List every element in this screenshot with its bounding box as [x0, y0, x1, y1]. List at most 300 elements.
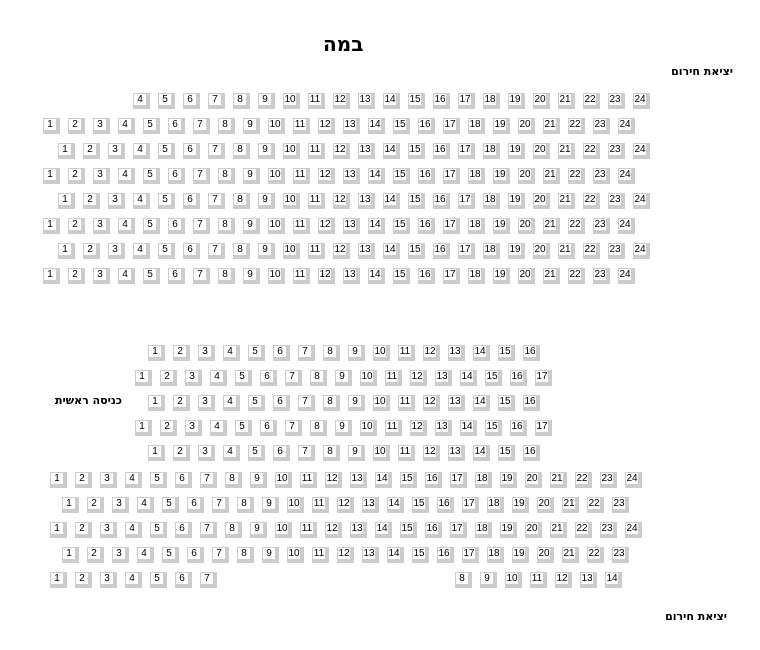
seat-row16-num6[interactable]: 6 — [175, 522, 192, 538]
seat-row15-num17[interactable]: 17 — [462, 497, 479, 513]
seat-row6-num21[interactable]: 21 — [543, 218, 560, 234]
seat-row15-num13[interactable]: 13 — [362, 497, 379, 513]
seat-row6-num2[interactable]: 2 — [68, 218, 85, 234]
seat-row1-num15[interactable]: 15 — [408, 93, 425, 109]
seat-row11-num9[interactable]: 9 — [348, 395, 365, 411]
seat-row13-num10[interactable]: 10 — [373, 445, 390, 461]
seat-row8-num20[interactable]: 20 — [518, 268, 535, 284]
seat-row5-num24[interactable]: 24 — [633, 193, 650, 209]
seat-row1-num7[interactable]: 7 — [208, 93, 225, 109]
seat-row3-num13[interactable]: 13 — [358, 143, 375, 159]
seat-row8-num19[interactable]: 19 — [493, 268, 510, 284]
seat-row2-num9[interactable]: 9 — [243, 118, 260, 134]
seat-row17-num9[interactable]: 9 — [262, 547, 279, 563]
seat-row11-num13[interactable]: 13 — [448, 395, 465, 411]
seat-row2-num24[interactable]: 24 — [618, 118, 635, 134]
seat-row4-num17[interactable]: 17 — [443, 168, 460, 184]
seat-row1-num11[interactable]: 11 — [308, 93, 325, 109]
seat-row10-num2[interactable]: 2 — [160, 370, 177, 386]
seat-row7-num6[interactable]: 6 — [183, 243, 200, 259]
seat-row15-num18[interactable]: 18 — [487, 497, 504, 513]
seat-row16-num16[interactable]: 16 — [425, 522, 442, 538]
seat-row13-num1[interactable]: 1 — [148, 445, 165, 461]
seat-row15-num4[interactable]: 4 — [137, 497, 154, 513]
seat-row7-num18[interactable]: 18 — [483, 243, 500, 259]
seat-row4-num6[interactable]: 6 — [168, 168, 185, 184]
seat-row14-num20[interactable]: 20 — [525, 472, 542, 488]
seat-row4-num8[interactable]: 8 — [218, 168, 235, 184]
seat-row1-num4[interactable]: 4 — [133, 93, 150, 109]
seat-row12-num5[interactable]: 5 — [235, 420, 252, 436]
seat-row8-num13[interactable]: 13 — [343, 268, 360, 284]
seat-row11-num8[interactable]: 8 — [323, 395, 340, 411]
seat-row15-num21[interactable]: 21 — [562, 497, 579, 513]
seat-row17-num2[interactable]: 2 — [87, 547, 104, 563]
seat-row15-num22[interactable]: 22 — [587, 497, 604, 513]
seat-row1-num12[interactable]: 12 — [333, 93, 350, 109]
seat-row3-num11[interactable]: 11 — [308, 143, 325, 159]
seat-row3-num1[interactable]: 1 — [58, 143, 75, 159]
seat-row6-num6[interactable]: 6 — [168, 218, 185, 234]
seat-row13-num11[interactable]: 11 — [398, 445, 415, 461]
seat-row6-num20[interactable]: 20 — [518, 218, 535, 234]
seat-row5-num21[interactable]: 21 — [558, 193, 575, 209]
seat-row3-num22[interactable]: 22 — [583, 143, 600, 159]
seat-row6-num11[interactable]: 11 — [293, 218, 310, 234]
seat-row10-num3[interactable]: 3 — [185, 370, 202, 386]
seat-row2-num21[interactable]: 21 — [543, 118, 560, 134]
seat-row12-num15[interactable]: 15 — [485, 420, 502, 436]
seat-row17-num22[interactable]: 22 — [587, 547, 604, 563]
seat-row14-num24[interactable]: 24 — [625, 472, 642, 488]
seat-row14-num15[interactable]: 15 — [400, 472, 417, 488]
seat-row15-num7[interactable]: 7 — [212, 497, 229, 513]
seat-row15-num23[interactable]: 23 — [612, 497, 629, 513]
seat-row3-num17[interactable]: 17 — [458, 143, 475, 159]
seat-row15-num15[interactable]: 15 — [412, 497, 429, 513]
seat-row7-num16[interactable]: 16 — [433, 243, 450, 259]
seat-row7-num23[interactable]: 23 — [608, 243, 625, 259]
seat-row13-num13[interactable]: 13 — [448, 445, 465, 461]
seat-row17-num5[interactable]: 5 — [162, 547, 179, 563]
seat-row7-num13[interactable]: 13 — [358, 243, 375, 259]
seat-row4-num9[interactable]: 9 — [243, 168, 260, 184]
seat-row18-num6[interactable]: 6 — [175, 572, 192, 588]
seat-row14-num5[interactable]: 5 — [150, 472, 167, 488]
seat-row16-num20[interactable]: 20 — [525, 522, 542, 538]
seat-row8-num21[interactable]: 21 — [543, 268, 560, 284]
seat-row14-num11[interactable]: 11 — [300, 472, 317, 488]
seat-row9-num9[interactable]: 9 — [348, 345, 365, 361]
seat-row4-num1[interactable]: 1 — [43, 168, 60, 184]
seat-row9-num16[interactable]: 16 — [523, 345, 540, 361]
seat-row6-num23[interactable]: 23 — [593, 218, 610, 234]
seat-row4-num22[interactable]: 22 — [568, 168, 585, 184]
seat-row4-num12[interactable]: 12 — [318, 168, 335, 184]
seat-row17-num3[interactable]: 3 — [112, 547, 129, 563]
seat-row5-num20[interactable]: 20 — [533, 193, 550, 209]
seat-row10-num1[interactable]: 1 — [135, 370, 152, 386]
seat-row11-num2[interactable]: 2 — [173, 395, 190, 411]
seat-row5-num7[interactable]: 7 — [208, 193, 225, 209]
seat-row2-num1[interactable]: 1 — [43, 118, 60, 134]
seat-row3-num18[interactable]: 18 — [483, 143, 500, 159]
seat-row16-num24[interactable]: 24 — [625, 522, 642, 538]
seat-row9-num11[interactable]: 11 — [398, 345, 415, 361]
seat-row17-num19[interactable]: 19 — [512, 547, 529, 563]
seat-row5-num8[interactable]: 8 — [233, 193, 250, 209]
seat-row10-num17[interactable]: 17 — [535, 370, 552, 386]
seat-row3-num10[interactable]: 10 — [283, 143, 300, 159]
seat-row17-num1[interactable]: 1 — [62, 547, 79, 563]
seat-row12-num14[interactable]: 14 — [460, 420, 477, 436]
seat-row13-num5[interactable]: 5 — [248, 445, 265, 461]
seat-row2-num12[interactable]: 12 — [318, 118, 335, 134]
seat-row14-num14[interactable]: 14 — [375, 472, 392, 488]
seat-row5-num2[interactable]: 2 — [83, 193, 100, 209]
seat-row15-num3[interactable]: 3 — [112, 497, 129, 513]
seat-row6-num14[interactable]: 14 — [368, 218, 385, 234]
seat-row10-num15[interactable]: 15 — [485, 370, 502, 386]
seat-row15-num2[interactable]: 2 — [87, 497, 104, 513]
seat-row8-num3[interactable]: 3 — [93, 268, 110, 284]
seat-row14-num6[interactable]: 6 — [175, 472, 192, 488]
seat-row14-num9[interactable]: 9 — [250, 472, 267, 488]
seat-row16-num21[interactable]: 21 — [550, 522, 567, 538]
seat-row8-num14[interactable]: 14 — [368, 268, 385, 284]
seat-row5-num15[interactable]: 15 — [408, 193, 425, 209]
seat-row7-num1[interactable]: 1 — [58, 243, 75, 259]
seat-row8-num11[interactable]: 11 — [293, 268, 310, 284]
seat-row2-num22[interactable]: 22 — [568, 118, 585, 134]
seat-row16-num22[interactable]: 22 — [575, 522, 592, 538]
seat-row2-num15[interactable]: 15 — [393, 118, 410, 134]
seat-row11-num10[interactable]: 10 — [373, 395, 390, 411]
seat-row4-num24[interactable]: 24 — [618, 168, 635, 184]
seat-row3-num6[interactable]: 6 — [183, 143, 200, 159]
seat-row11-num11[interactable]: 11 — [398, 395, 415, 411]
seat-row16-num7[interactable]: 7 — [200, 522, 217, 538]
seat-row19-num10[interactable]: 10 — [505, 572, 522, 588]
seat-row4-num23[interactable]: 23 — [593, 168, 610, 184]
seat-row4-num14[interactable]: 14 — [368, 168, 385, 184]
seat-row9-num5[interactable]: 5 — [248, 345, 265, 361]
seat-row12-num4[interactable]: 4 — [210, 420, 227, 436]
seat-row12-num13[interactable]: 13 — [435, 420, 452, 436]
seat-row3-num15[interactable]: 15 — [408, 143, 425, 159]
seat-row1-num6[interactable]: 6 — [183, 93, 200, 109]
seat-row16-num10[interactable]: 10 — [275, 522, 292, 538]
seat-row4-num5[interactable]: 5 — [143, 168, 160, 184]
seat-row8-num22[interactable]: 22 — [568, 268, 585, 284]
seat-row4-num7[interactable]: 7 — [193, 168, 210, 184]
seat-row15-num14[interactable]: 14 — [387, 497, 404, 513]
seat-row16-num14[interactable]: 14 — [375, 522, 392, 538]
seat-row10-num16[interactable]: 16 — [510, 370, 527, 386]
seat-row16-num18[interactable]: 18 — [475, 522, 492, 538]
seat-row9-num4[interactable]: 4 — [223, 345, 240, 361]
seat-row2-num17[interactable]: 17 — [443, 118, 460, 134]
seat-row1-num13[interactable]: 13 — [358, 93, 375, 109]
seat-row17-num8[interactable]: 8 — [237, 547, 254, 563]
seat-row6-num8[interactable]: 8 — [218, 218, 235, 234]
seat-row8-num23[interactable]: 23 — [593, 268, 610, 284]
seat-row7-num21[interactable]: 21 — [558, 243, 575, 259]
seat-row7-num12[interactable]: 12 — [333, 243, 350, 259]
seat-row10-num14[interactable]: 14 — [460, 370, 477, 386]
seat-row7-num17[interactable]: 17 — [458, 243, 475, 259]
seat-row18-num1[interactable]: 1 — [50, 572, 67, 588]
seat-row1-num19[interactable]: 19 — [508, 93, 525, 109]
seat-row19-num11[interactable]: 11 — [530, 572, 547, 588]
seat-row10-num12[interactable]: 12 — [410, 370, 427, 386]
seat-row17-num12[interactable]: 12 — [337, 547, 354, 563]
seat-row12-num16[interactable]: 16 — [510, 420, 527, 436]
seat-row9-num7[interactable]: 7 — [298, 345, 315, 361]
seat-row15-num11[interactable]: 11 — [312, 497, 329, 513]
seat-row4-num21[interactable]: 21 — [543, 168, 560, 184]
seat-row3-num14[interactable]: 14 — [383, 143, 400, 159]
seat-row13-num7[interactable]: 7 — [298, 445, 315, 461]
seat-row16-num1[interactable]: 1 — [50, 522, 67, 538]
seat-row12-num12[interactable]: 12 — [410, 420, 427, 436]
seat-row13-num14[interactable]: 14 — [473, 445, 490, 461]
seat-row6-num15[interactable]: 15 — [393, 218, 410, 234]
seat-row14-num2[interactable]: 2 — [75, 472, 92, 488]
seat-row11-num16[interactable]: 16 — [523, 395, 540, 411]
seat-row8-num4[interactable]: 4 — [118, 268, 135, 284]
seat-row9-num8[interactable]: 8 — [323, 345, 340, 361]
seat-row17-num10[interactable]: 10 — [287, 547, 304, 563]
seat-row5-num12[interactable]: 12 — [333, 193, 350, 209]
seat-row2-num2[interactable]: 2 — [68, 118, 85, 134]
seat-row1-num10[interactable]: 10 — [283, 93, 300, 109]
seat-row12-num17[interactable]: 17 — [535, 420, 552, 436]
seat-row18-num5[interactable]: 5 — [150, 572, 167, 588]
seat-row11-num5[interactable]: 5 — [248, 395, 265, 411]
seat-row3-num8[interactable]: 8 — [233, 143, 250, 159]
seat-row11-num7[interactable]: 7 — [298, 395, 315, 411]
seat-row17-num6[interactable]: 6 — [187, 547, 204, 563]
seat-row8-num5[interactable]: 5 — [143, 268, 160, 284]
seat-row8-num7[interactable]: 7 — [193, 268, 210, 284]
seat-row5-num9[interactable]: 9 — [258, 193, 275, 209]
seat-row11-num1[interactable]: 1 — [148, 395, 165, 411]
seat-row3-num21[interactable]: 21 — [558, 143, 575, 159]
seat-row7-num15[interactable]: 15 — [408, 243, 425, 259]
seat-row4-num11[interactable]: 11 — [293, 168, 310, 184]
seat-row8-num8[interactable]: 8 — [218, 268, 235, 284]
seat-row7-num8[interactable]: 8 — [233, 243, 250, 259]
seat-row16-num23[interactable]: 23 — [600, 522, 617, 538]
seat-row8-num16[interactable]: 16 — [418, 268, 435, 284]
seat-row17-num18[interactable]: 18 — [487, 547, 504, 563]
seat-row12-num9[interactable]: 9 — [335, 420, 352, 436]
seat-row7-num11[interactable]: 11 — [308, 243, 325, 259]
seat-row5-num19[interactable]: 19 — [508, 193, 525, 209]
seat-row6-num18[interactable]: 18 — [468, 218, 485, 234]
seat-row15-num5[interactable]: 5 — [162, 497, 179, 513]
seat-row2-num3[interactable]: 3 — [93, 118, 110, 134]
seat-row5-num18[interactable]: 18 — [483, 193, 500, 209]
seat-row14-num17[interactable]: 17 — [450, 472, 467, 488]
seat-row15-num12[interactable]: 12 — [337, 497, 354, 513]
seat-row18-num2[interactable]: 2 — [75, 572, 92, 588]
seat-row13-num8[interactable]: 8 — [323, 445, 340, 461]
seat-row12-num6[interactable]: 6 — [260, 420, 277, 436]
seat-row6-num7[interactable]: 7 — [193, 218, 210, 234]
seat-row14-num7[interactable]: 7 — [200, 472, 217, 488]
seat-row2-num23[interactable]: 23 — [593, 118, 610, 134]
seat-row8-num15[interactable]: 15 — [393, 268, 410, 284]
seat-row8-num9[interactable]: 9 — [243, 268, 260, 284]
seat-row19-num14[interactable]: 14 — [605, 572, 622, 588]
seat-row7-num14[interactable]: 14 — [383, 243, 400, 259]
seat-row6-num22[interactable]: 22 — [568, 218, 585, 234]
seat-row13-num3[interactable]: 3 — [198, 445, 215, 461]
seat-row1-num5[interactable]: 5 — [158, 93, 175, 109]
seat-row15-num10[interactable]: 10 — [287, 497, 304, 513]
seat-row18-num4[interactable]: 4 — [125, 572, 142, 588]
seat-row1-num8[interactable]: 8 — [233, 93, 250, 109]
seat-row10-num10[interactable]: 10 — [360, 370, 377, 386]
seat-row11-num3[interactable]: 3 — [198, 395, 215, 411]
seat-row7-num9[interactable]: 9 — [258, 243, 275, 259]
seat-row7-num22[interactable]: 22 — [583, 243, 600, 259]
seat-row4-num15[interactable]: 15 — [393, 168, 410, 184]
seat-row5-num14[interactable]: 14 — [383, 193, 400, 209]
seat-row13-num15[interactable]: 15 — [498, 445, 515, 461]
seat-row14-num23[interactable]: 23 — [600, 472, 617, 488]
seat-row2-num10[interactable]: 10 — [268, 118, 285, 134]
seat-row13-num12[interactable]: 12 — [423, 445, 440, 461]
seat-row6-num3[interactable]: 3 — [93, 218, 110, 234]
seat-row16-num8[interactable]: 8 — [225, 522, 242, 538]
seat-row2-num14[interactable]: 14 — [368, 118, 385, 134]
seat-row13-num16[interactable]: 16 — [523, 445, 540, 461]
seat-row7-num19[interactable]: 19 — [508, 243, 525, 259]
seat-row10-num8[interactable]: 8 — [310, 370, 327, 386]
seat-row5-num1[interactable]: 1 — [58, 193, 75, 209]
seat-row3-num19[interactable]: 19 — [508, 143, 525, 159]
seat-row17-num15[interactable]: 15 — [412, 547, 429, 563]
seat-row9-num3[interactable]: 3 — [198, 345, 215, 361]
seat-row1-num16[interactable]: 16 — [433, 93, 450, 109]
seat-row6-num4[interactable]: 4 — [118, 218, 135, 234]
seat-row9-num10[interactable]: 10 — [373, 345, 390, 361]
seat-row9-num15[interactable]: 15 — [498, 345, 515, 361]
seat-row3-num16[interactable]: 16 — [433, 143, 450, 159]
seat-row7-num7[interactable]: 7 — [208, 243, 225, 259]
seat-row3-num24[interactable]: 24 — [633, 143, 650, 159]
seat-row15-num6[interactable]: 6 — [187, 497, 204, 513]
seat-row12-num3[interactable]: 3 — [185, 420, 202, 436]
seat-row11-num6[interactable]: 6 — [273, 395, 290, 411]
seat-row1-num24[interactable]: 24 — [633, 93, 650, 109]
seat-row10-num9[interactable]: 9 — [335, 370, 352, 386]
seat-row12-num10[interactable]: 10 — [360, 420, 377, 436]
seat-row14-num10[interactable]: 10 — [275, 472, 292, 488]
seat-row19-num13[interactable]: 13 — [580, 572, 597, 588]
seat-row16-num12[interactable]: 12 — [325, 522, 342, 538]
seat-row5-num22[interactable]: 22 — [583, 193, 600, 209]
seat-row18-num7[interactable]: 7 — [200, 572, 217, 588]
seat-row7-num10[interactable]: 10 — [283, 243, 300, 259]
seat-row5-num23[interactable]: 23 — [608, 193, 625, 209]
seat-row14-num4[interactable]: 4 — [125, 472, 142, 488]
seat-row17-num13[interactable]: 13 — [362, 547, 379, 563]
seat-row12-num2[interactable]: 2 — [160, 420, 177, 436]
seat-row16-num5[interactable]: 5 — [150, 522, 167, 538]
seat-row9-num13[interactable]: 13 — [448, 345, 465, 361]
seat-row15-num19[interactable]: 19 — [512, 497, 529, 513]
seat-row4-num2[interactable]: 2 — [68, 168, 85, 184]
seat-row17-num11[interactable]: 11 — [312, 547, 329, 563]
seat-row16-num2[interactable]: 2 — [75, 522, 92, 538]
seat-row14-num1[interactable]: 1 — [50, 472, 67, 488]
seat-row1-num9[interactable]: 9 — [258, 93, 275, 109]
seat-row14-num16[interactable]: 16 — [425, 472, 442, 488]
seat-row10-num13[interactable]: 13 — [435, 370, 452, 386]
seat-row10-num4[interactable]: 4 — [210, 370, 227, 386]
seat-row1-num18[interactable]: 18 — [483, 93, 500, 109]
seat-row2-num5[interactable]: 5 — [143, 118, 160, 134]
seat-row19-num8[interactable]: 8 — [455, 572, 472, 588]
seat-row14-num21[interactable]: 21 — [550, 472, 567, 488]
seat-row8-num1[interactable]: 1 — [43, 268, 60, 284]
seat-row7-num5[interactable]: 5 — [158, 243, 175, 259]
seat-row1-num22[interactable]: 22 — [583, 93, 600, 109]
seat-row17-num16[interactable]: 16 — [437, 547, 454, 563]
seat-row6-num19[interactable]: 19 — [493, 218, 510, 234]
seat-row14-num22[interactable]: 22 — [575, 472, 592, 488]
seat-row12-num8[interactable]: 8 — [310, 420, 327, 436]
seat-row19-num12[interactable]: 12 — [555, 572, 572, 588]
seat-row5-num5[interactable]: 5 — [158, 193, 175, 209]
seat-row12-num7[interactable]: 7 — [285, 420, 302, 436]
seat-row3-num20[interactable]: 20 — [533, 143, 550, 159]
seat-row5-num17[interactable]: 17 — [458, 193, 475, 209]
seat-row5-num6[interactable]: 6 — [183, 193, 200, 209]
seat-row9-num12[interactable]: 12 — [423, 345, 440, 361]
seat-row16-num15[interactable]: 15 — [400, 522, 417, 538]
seat-row16-num3[interactable]: 3 — [100, 522, 117, 538]
seat-row6-num1[interactable]: 1 — [43, 218, 60, 234]
seat-row1-num23[interactable]: 23 — [608, 93, 625, 109]
seat-row12-num11[interactable]: 11 — [385, 420, 402, 436]
seat-row13-num6[interactable]: 6 — [273, 445, 290, 461]
seat-row3-num12[interactable]: 12 — [333, 143, 350, 159]
seat-row4-num20[interactable]: 20 — [518, 168, 535, 184]
seat-row6-num5[interactable]: 5 — [143, 218, 160, 234]
seat-row11-num12[interactable]: 12 — [423, 395, 440, 411]
seat-row17-num23[interactable]: 23 — [612, 547, 629, 563]
seat-row7-num2[interactable]: 2 — [83, 243, 100, 259]
seat-row17-num21[interactable]: 21 — [562, 547, 579, 563]
seat-row13-num9[interactable]: 9 — [348, 445, 365, 461]
seat-row14-num19[interactable]: 19 — [500, 472, 517, 488]
seat-row17-num7[interactable]: 7 — [212, 547, 229, 563]
seat-row2-num4[interactable]: 4 — [118, 118, 135, 134]
seat-row19-num9[interactable]: 9 — [480, 572, 497, 588]
seat-row14-num18[interactable]: 18 — [475, 472, 492, 488]
seat-row11-num4[interactable]: 4 — [223, 395, 240, 411]
seat-row3-num3[interactable]: 3 — [108, 143, 125, 159]
seat-row9-num14[interactable]: 14 — [473, 345, 490, 361]
seat-row10-num7[interactable]: 7 — [285, 370, 302, 386]
seat-row17-num14[interactable]: 14 — [387, 547, 404, 563]
seat-row4-num4[interactable]: 4 — [118, 168, 135, 184]
